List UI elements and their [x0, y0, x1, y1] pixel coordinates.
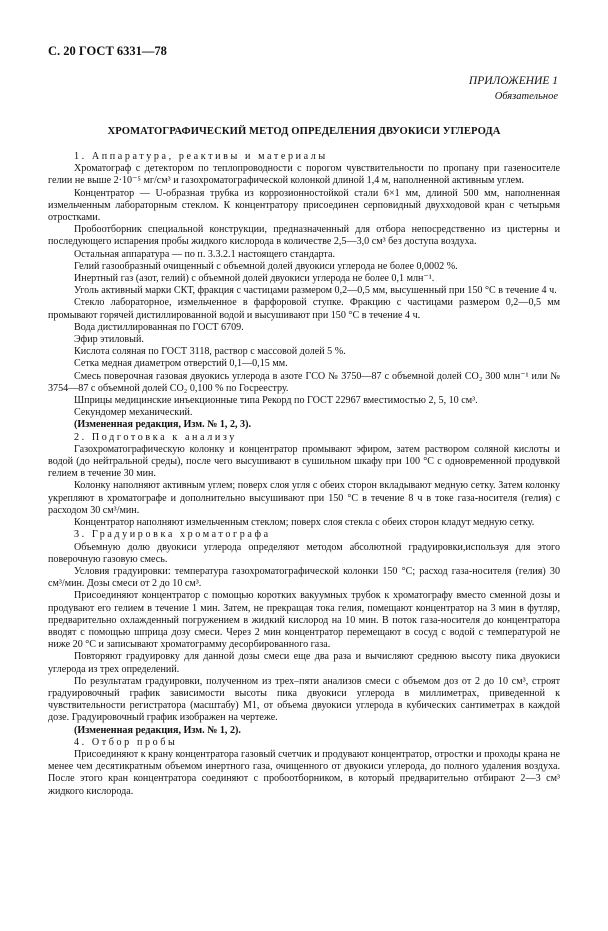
paragraph: Присоединяют к крану концентратора газовый счетчик и продувают концентратор, отростки и проходы крана не менее чем десятикратным объемом инертного газа, очищенного от двуокиси углерода, до полного удаления воздуха. После этого кран концентратора соединяют с пробоотборником, в который предварительно отбирают 2—3 см³ жидкого кислорода.	[48, 748, 560, 797]
appendix-block	[469, 74, 558, 104]
paragraph: Условия градуировки: температура газохроматографической колонки 150 °С; расход газа-носителя (гелия) 30 см³/мин. Дозы смеси от 2 до 10 см³.	[48, 565, 560, 590]
paragraph: Гелий газообразный очищенный с объемной долей двуокиси углерода не более 0,0002 %.	[74, 260, 458, 272]
paragraph: Повторяют градуировку для данной дозы смеси еще два раза и вычисляют среднюю высоту пика двуокиси углерода из трех определений.	[48, 651, 560, 675]
document-body	[48, 151, 560, 798]
paragraph: Кислота соляная по ГОСТ 3118, раствор с массовой долей 5 %.	[74, 346, 346, 358]
paragraph: По результатам градуировки, полученном из трех–пяти анализов смеси с объемом доз от 2 до 10 см³, строят градуировочный график зависимости высоты пика двуокиси углерода в миллиметрах, приведенной к чувствительности регистратора (масштабу) М1, от объема двуокиси углерода в кубических сантиметрах в каждой дозе. Градуировочный график изображен на чертеже.	[48, 675, 560, 724]
section-heading: 4. Отбор пробы	[74, 736, 178, 748]
paragraph: Объемную долю двуокиси углерода определяют методом абсолютной градуировки,используя для этого поверочную газовую смесь.	[48, 541, 560, 565]
paragraph: Пробоотборник специальной конструкции, предназначенный для отбора непосредственно из цистерны и последующего испарения пробы жидкого кислорода в количестве 2,5—3,0 см³ без доступа воздуха.	[48, 224, 560, 248]
paragraph: Уголь активный марки СКТ, фракция с частицами размером 0,2—0,5 мм, высушенный при 150 °С в течение 4 ч.	[74, 285, 557, 297]
document-title: ХРОМАТОГРАФИЧЕСКИЙ МЕТОД ОПРЕДЕЛЕНИЯ ДВУОКИСИ УГЛЕРОДА	[107, 126, 501, 137]
paragraph: Смесь поверочная газовая двуокись углерода в азоте ГСО № 3750—87 с объемной долей CO₂ 300 млн⁻¹ или № 3754—87 с объемной долей CO₂ 0,100 % по Госреестру.	[48, 370, 560, 394]
section-heading: 2. Подготовка к анализу	[74, 431, 237, 443]
paragraph: Колонку наполняют активным углем; поверх слоя угля с обеих сторон вкладывают медную сетку. Затем колонку укрепляют в хроматографе и дополнительно высушивают при 150 °С в течение 8 ч в токе газа-носителя (гелия) с расходом 30 см³/мин.	[48, 480, 560, 516]
paragraph: Инертный газ (азот, гелий) с объемной долей двуокиси углерода не более 0,1 млн⁻¹.	[74, 273, 435, 285]
paragraph: Газохроматографическую колонку и концентратор промывают эфиром, затем раствором соляной кислоты и водой (до нейтральной среды), после чего высушивают в сушильном шкафу при 100 °С с одновременной продувкой гелием в течение 30 мин.	[48, 443, 560, 480]
paragraph: Шприцы медицинские инъекционные типа Рекорд по ГОСТ 22967 вместимостью 2, 5, 10 см³.	[74, 395, 478, 407]
section-heading: 1. Аппаратура, реактивы и материалы	[74, 151, 328, 162]
appendix-label: ПРИЛОЖЕНИЕ 1	[468, 75, 558, 87]
paragraph: Концентратор наполняют измельченным стеклом; поверх слоя стекла с обеих сторон кладут медную сетку.	[74, 517, 535, 529]
paragraph: Стекло лабораторное, измельченное в фарфоровой ступке. Фракцию с частицами размером 0,2—0,5 мм промывают горячей дистиллированной водой и высушивают при 150 °С в течение 4 ч.	[48, 297, 560, 321]
appendix-status: Обязательное	[494, 91, 558, 102]
paragraph: Эфир этиловый.	[74, 334, 144, 346]
paragraph: Остальная аппаратура — по п. 3.3.2.1 настоящего стандарта.	[74, 248, 335, 260]
paragraph: Сетка медная диаметром отверстий 0,1—0,15 мм.	[74, 358, 288, 370]
paragraph: Присоединяют концентратор с помощью коротких вакуумных трубок к хроматографу вместо сменной дозы и продувают его гелием в течение 1 мин. Затем, не прекращая тока гелия, помещают концентратор на 3 мин в футляр, предварительно охлажденный погружением в жидкий кислород на 10 мин. В поток газа-носителя до концентратора вводят с помощью шприца дозу смеси. Через 2 мин концентратор перемещают в сосуд с водой с температурой не ниже 20 °С и записывают хроматограмму десорбированного газа.	[48, 590, 560, 651]
page-header: С. 20 ГОСТ 6331—78	[48, 44, 167, 58]
section-heading: 3. Градуировка хроматографа	[74, 529, 271, 541]
revision-note: (Измененная редакция, Изм. № 1, 2).	[74, 724, 241, 736]
paragraph: Секундомер механический.	[74, 407, 193, 419]
paragraph: Вода дистиллированная по ГОСТ 6709.	[74, 321, 244, 333]
paragraph: Хроматограф с детектором по теплопроводности с порогом чувствительности по пропану при газеносителе гелии не выше 2·10⁻⁵ мг/см³ и газохроматографической колонкой длиной 1,4 м, наполненной активным углем.	[48, 163, 560, 187]
paragraph: Концентратор — U-образная трубка из коррозионностойкой стали 6×1 мм, длиной 500 мм, наполненная измельченным лабораторным стеклом. К концентратору присоединен серповидный двухходовой кран с четырьмя отростками.	[48, 187, 560, 224]
revision-note: (Измененная редакция, Изм. № 1, 2, 3).	[74, 419, 251, 431]
